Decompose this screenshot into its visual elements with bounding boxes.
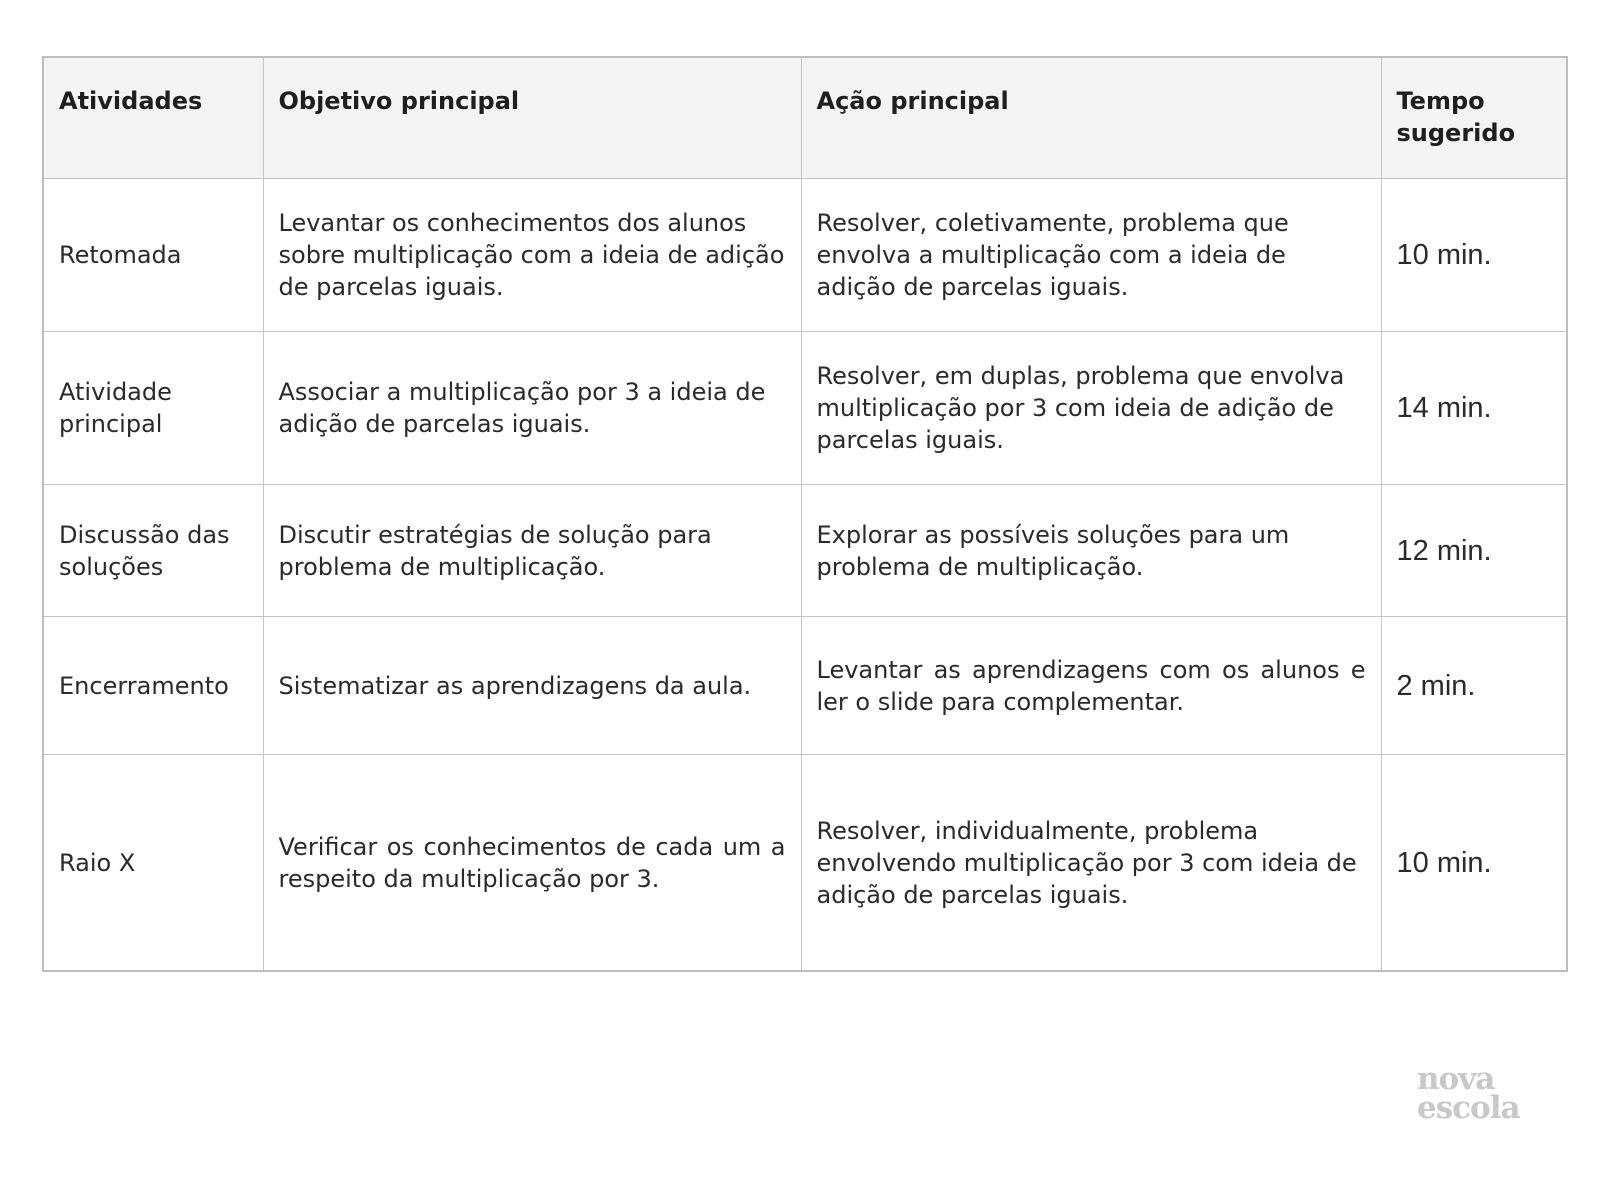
table-row [43,485,1567,617]
table-row [43,179,1567,332]
header-objetivo: Objetivo principal [263,57,801,179]
cell-tempo: 10 min. [1381,755,1567,972]
nova-escola-logo [1417,1061,1557,1126]
table-row [43,617,1567,755]
header-atividades: Atividades [43,57,263,179]
cell-tempo: 10 min. [1381,179,1567,332]
cell-tempo: 12 min. [1381,485,1567,617]
cell-acao: Resolver, coletivamente, problema que envolva a multiplicação com a ideia de adição de parcelas iguais. [801,179,1381,332]
header-tempo: Tempo sugerido [1381,57,1567,179]
cell-acao: Resolver, em duplas, problema que envolva multiplicação por 3 com ideia de adição de parcelas iguais. [801,332,1381,485]
logo-line-nova: nova [1417,1061,1495,1097]
cell-tempo: 2 min. [1381,617,1567,755]
cell-tempo: 14 min. [1381,332,1567,485]
cell-acao: Resolver, individualmente, problema envolvendo multiplicação por 3 com ideia de adição de parcelas iguais. [801,755,1381,972]
cell-atividade: Atividade principal [43,332,263,485]
cell-atividade: Raio X [43,755,263,972]
cell-atividade: Discussão das soluções [43,485,263,617]
table-row [43,755,1567,972]
cell-objetivo: Verificar os conhecimentos de cada um a respeito da multiplicação por 3. [263,755,801,972]
cell-objetivo: Discutir estratégias de solução para problema de multiplicação. [263,485,801,617]
lesson-plan-table [42,56,1568,972]
cell-objetivo: Levantar os conhecimentos dos alunos sobre multiplicação com a ideia de adição de parcelas iguais. [263,179,801,332]
cell-objetivo: Associar a multiplicação por 3 a ideia de adição de parcelas iguais. [263,332,801,485]
cell-atividade: Retomada [43,179,263,332]
logo-line-escola: escola [1417,1090,1520,1126]
cell-objetivo: Sistematizar as aprendizagens da aula. [263,617,801,755]
header-acao: Ação principal [801,57,1381,179]
table-header-row [43,57,1567,179]
cell-acao: Levantar as aprendizagens com os alunos e ler o slide para complementar. [801,617,1381,755]
table-row [43,332,1567,485]
cell-acao: Explorar as possíveis soluções para um problema de multiplicação. [801,485,1381,617]
cell-atividade: Encerramento [43,617,263,755]
